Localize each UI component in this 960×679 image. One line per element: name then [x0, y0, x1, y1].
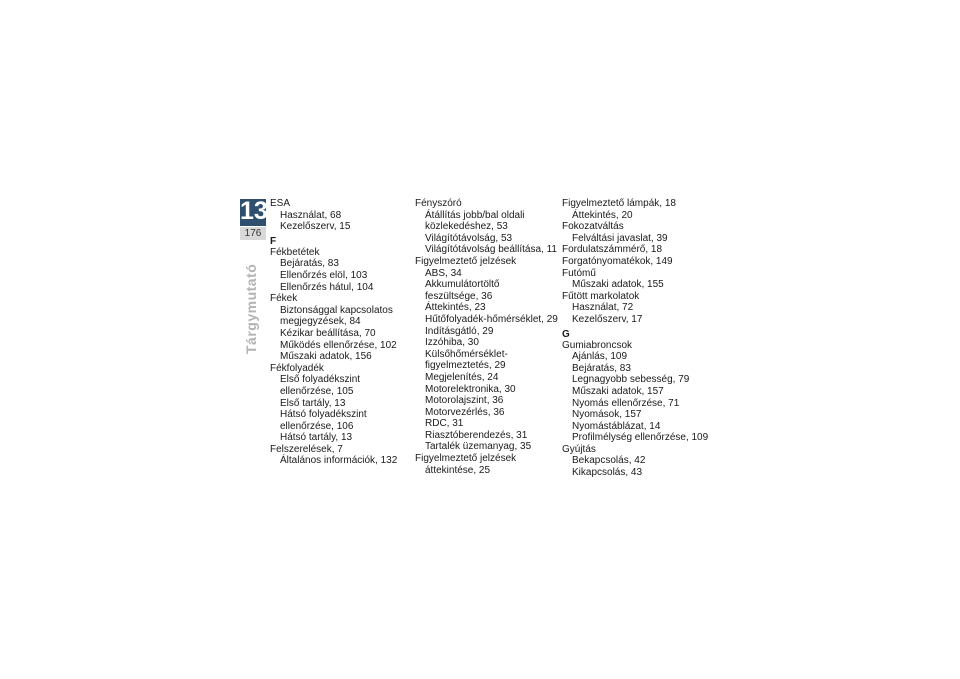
index-subentry: Kézikar beállítása, 70	[280, 327, 376, 339]
index-subentry: Nyomás ellenőrzése, 71	[572, 397, 680, 409]
index-subentry: feszültsége, 36	[425, 290, 493, 302]
index-entry: Figyelmeztető jelzések	[415, 453, 517, 465]
index-column-2	[415, 198, 565, 476]
index-entry: Fokozatváltás	[562, 221, 624, 233]
index-subentry: Hátsó folyadékszint	[280, 409, 367, 421]
index-subentry: Használat, 68	[280, 209, 342, 221]
index-subentry: Világítótávolság, 53	[425, 232, 513, 244]
index-column-1	[270, 198, 420, 467]
index-entry: Fékek	[270, 293, 298, 305]
index-subentry: RDC, 31	[425, 418, 464, 430]
index-subentry: Kezelőszerv, 17	[572, 313, 643, 325]
index-subentry: Első folyadékszint	[280, 374, 361, 386]
index-subentry: Megjelenítés, 24	[425, 371, 499, 383]
index-subentry: Hátsó tartály, 13	[280, 432, 353, 444]
index-entry: Fordulatszámmérő, 18	[562, 244, 663, 256]
index-subentry: Bekapcsolás, 42	[572, 455, 646, 467]
index-subentry: Motorelektronika, 30	[425, 383, 516, 395]
index-subentry: Indításgátló, 29	[425, 325, 494, 337]
index-entry: Felszerelések, 7	[270, 443, 343, 455]
index-subentry: megjegyzések, 84	[280, 316, 361, 328]
index-entry: Forgatónyomatékok, 149	[562, 255, 673, 267]
index-subentry: Áttekintés, 23	[425, 302, 486, 314]
index-subentry: Ellenőrzés hátul, 104	[280, 281, 374, 293]
index-subentry: Riasztóberendezés, 31	[425, 429, 528, 441]
index-entry: Gumiabroncsok	[562, 339, 633, 351]
index-subentry: Biztonsággal kapcsolatos	[280, 304, 393, 316]
index-entry: Gyújtás	[562, 443, 596, 455]
index-subentry: Ajánlás, 109	[572, 351, 628, 363]
index-subentry: Tartalék üzemanyag, 35	[425, 441, 532, 453]
index-subentry: Legnagyobb sebesség, 79	[572, 374, 690, 386]
index-subentry: Felváltási javaslat, 39	[572, 232, 668, 244]
index-subentry: ellenőrzése, 105	[280, 385, 354, 397]
index-subentry: Áttekintés, 20	[572, 209, 633, 221]
index-subentry: Nyomások, 157	[572, 409, 642, 421]
index-entry: Figyelmeztető lámpák, 18	[562, 198, 676, 209]
section-title: Tárgymutató	[243, 263, 259, 354]
index-entry: Fékfolyadék	[270, 362, 324, 374]
index-subentry: figyelmeztetés, 29	[425, 360, 506, 372]
index-entry: ESA	[270, 198, 291, 209]
index-subentry: Profilmélység ellenőrzése, 109	[572, 432, 709, 444]
index-letter-heading: F	[270, 235, 277, 247]
index-subentry: Használat, 72	[572, 302, 634, 314]
index-letter-heading: G	[562, 328, 570, 340]
index-subentry: Hűtőfolyadék-hőmérséklet, 29	[425, 313, 558, 325]
index-subentry: Első tartály, 13	[280, 397, 346, 409]
index-subentry: Motorolajszint, 36	[425, 395, 504, 407]
index-column-3	[562, 198, 712, 479]
index-subentry: Motorvezérlés, 36	[425, 406, 505, 418]
index-subentry: Bejáratás, 83	[280, 258, 339, 270]
page-number: 176	[240, 227, 266, 240]
index-subentry: Kezelőszerv, 15	[280, 221, 351, 233]
index-subentry: Nyomástáblázat, 14	[572, 420, 661, 432]
index-subentry: Műszaki adatok, 156	[280, 351, 372, 363]
index-subentry: Működés ellenőrzése, 102	[280, 339, 397, 351]
index-subentry: Bejáratás, 83	[572, 362, 631, 374]
index-subentry: Izzóhiba, 30	[425, 337, 479, 349]
index-subentry: Külsőhőmérséklet-	[425, 348, 508, 360]
index-subentry: Műszaki adatok, 155	[572, 279, 664, 291]
index-subentry: ABS, 34	[425, 267, 462, 279]
index-subentry: Akkumulátortöltő	[425, 279, 500, 291]
index-subentry: Műszaki adatok, 157	[572, 385, 664, 397]
index-subentry: Átállítás jobb/bal oldali	[425, 209, 525, 221]
index-entry: Figyelmeztető jelzések	[415, 255, 517, 267]
index-entry: Fűtött markolatok	[562, 290, 640, 302]
index-subentry: áttekintése, 25	[425, 464, 491, 476]
index-subentry: Kikapcsolás, 43	[572, 467, 643, 479]
index-subentry: közlekedéshez, 53	[425, 221, 508, 233]
index-entry: Fényszóró	[415, 198, 462, 209]
index-subentry: ellenőrzése, 106	[280, 420, 354, 432]
index-entry: Futómű	[562, 267, 596, 279]
index-subentry: Világítótávolság beállítása, 11	[425, 244, 557, 256]
index-subentry: Általános információk, 132	[280, 455, 398, 467]
index-subentry: Ellenőrzés elöl, 103	[280, 269, 368, 281]
index-entry: Fékbetétek	[270, 246, 320, 258]
chapter-number: 13	[240, 197, 268, 225]
